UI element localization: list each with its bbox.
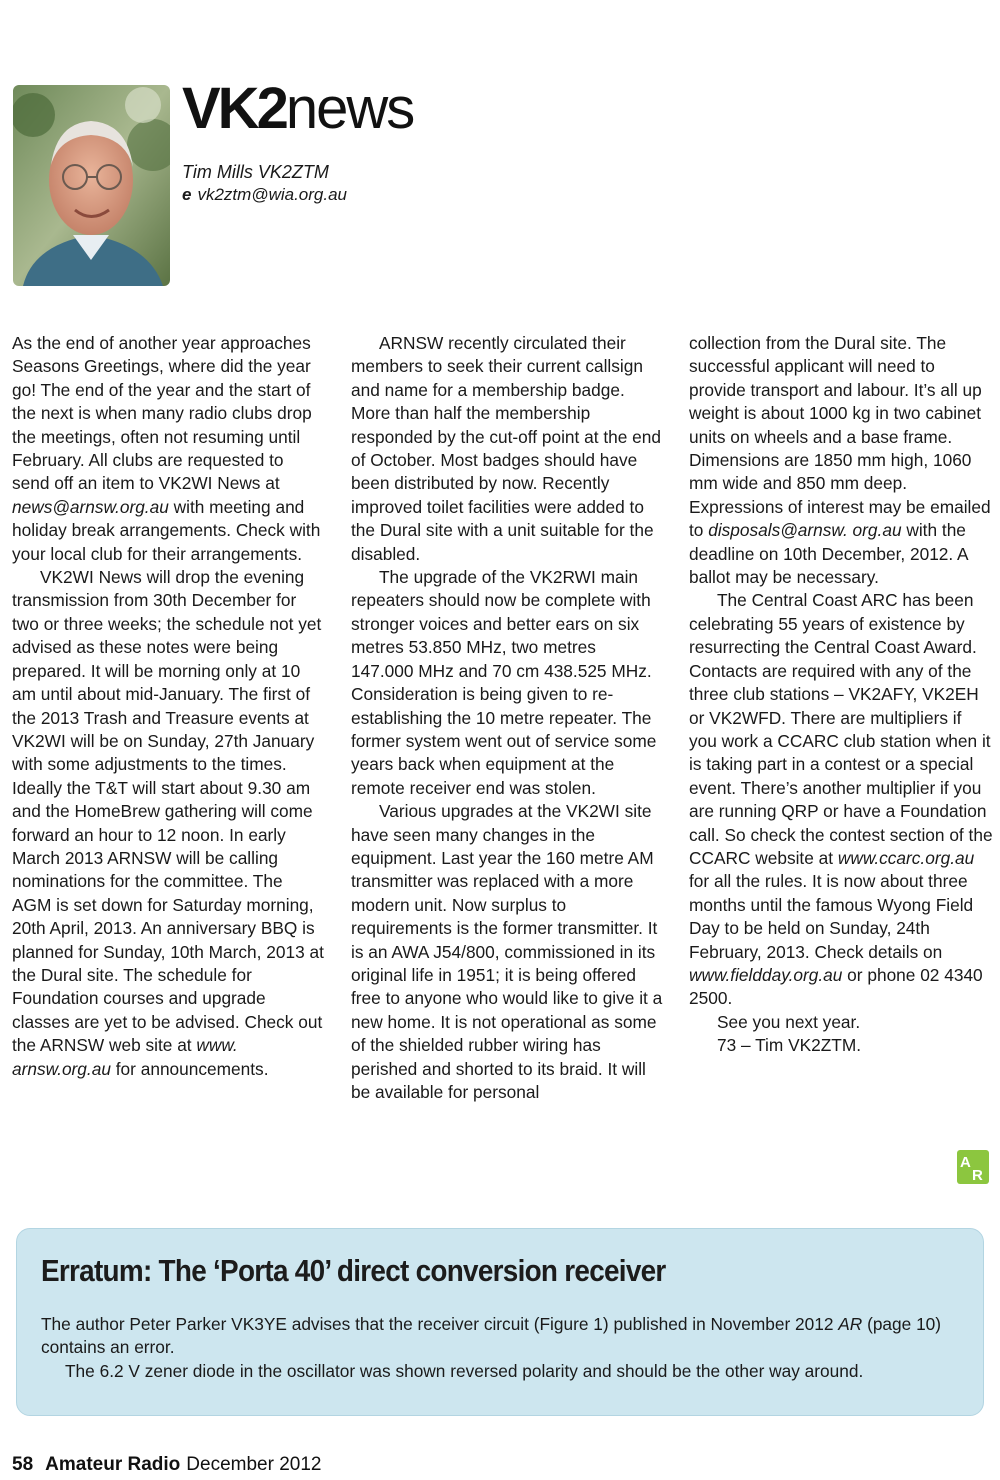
title-light: news bbox=[285, 76, 414, 141]
col3-p2-text-a: The Central Coast ARC has been celebrating 55 years of existence by resurrecting the Central Coast Award. Contacts are required with any of the three club stations – VK2AFY, VK2EH or VK2WFD. There are multipliers if you work a CCARC club station when it is taking part in a contest or a special event. There’s another multiplier if you are running QRP or have a Foundation call. So check the contest section of the CCARC website at bbox=[689, 590, 993, 868]
arnsw-web-link[interactable]: www. arnsw.org.au bbox=[12, 1035, 238, 1079]
svg-text:R: R bbox=[972, 1167, 983, 1184]
col2-paragraph-2: The upgrade of the VK2RWI main repeaters should now be complete with stronger voices and better ears on six metres 53.850 MHz, two metres 147.000 MHz and 70 cm 438.525 MHz. Consideration is being given to re-establishing the 10 metre repeater. The former system went out of service some years back when equipment at the remote receiver end was stolen. bbox=[351, 567, 657, 798]
erratum-p1-text-a: The author Peter Parker VK3YE advises that the receiver circuit (Figure 1) published in November 2012 bbox=[41, 1314, 839, 1334]
column-1 bbox=[12, 332, 324, 1081]
page-number: 58 bbox=[12, 1454, 34, 1475]
col1-paragraph-2 bbox=[12, 566, 324, 1081]
col1-p1-text-a: As the end of another year approaches Seasons Greetings, where did the year go! The end of the year and the start of the next is when many radio clubs drop the meetings, often not resuming until February. All clubs are requested to send off an item to VK2WI News at bbox=[12, 333, 312, 494]
erratum-p1-text-b: (page 10) contains an error. bbox=[41, 1314, 942, 1358]
erratum-paragraph-1 bbox=[41, 1313, 956, 1360]
author-photo bbox=[13, 85, 170, 286]
magazine-name: Amateur Radio bbox=[45, 1454, 181, 1475]
col2-paragraph-3: Various upgrades at the VK2WI site have seen many changes in the equipment. Last year the 160 metre AM transmitter was replaced with a more modern unit. Now surplus to requirements is the former transmitter. It is an AWA J54/800, commissioned in its original life in 1951; it is being offered free to anyone who would like to give it a new home. It is not operational as some of the shielded rubber wiring has perished and shorted to its braid. It will be available for personal bbox=[351, 801, 663, 1102]
column-2 bbox=[351, 332, 663, 1104]
issue-date: December 2012 bbox=[186, 1454, 322, 1475]
author-name: Tim Mills VK2ZTM bbox=[182, 162, 329, 182]
col3-paragraph-3: See you next year. bbox=[717, 1011, 861, 1032]
fieldday-web-link[interactable]: www.fieldday.org.au bbox=[689, 964, 843, 985]
col3-paragraph-2 bbox=[689, 589, 994, 1010]
col1-p2-text-b: for announcements. bbox=[110, 1058, 269, 1079]
erratum-ar-ref: AR bbox=[838, 1314, 863, 1334]
erratum-title: Erratum: The ‘Porta 40’ direct conversion receiver bbox=[41, 1253, 666, 1288]
author-email-line bbox=[182, 185, 347, 205]
col3-p2-text-c: or phone 02 4340 2500. bbox=[689, 964, 983, 1009]
author-email[interactable]: vk2ztm@wia.org.au bbox=[197, 185, 347, 204]
col3-p2-text-b: for all the rules. It is now about three months until the famous Wyong Field Day to be held on Sunday, 24th February, 2013. Check details on bbox=[689, 871, 974, 962]
ccarc-web-link[interactable]: www.ccarc.org.au bbox=[837, 847, 975, 868]
erratum-body bbox=[41, 1313, 956, 1383]
col2-paragraph-1: ARNSW recently circulated their members to seek their current callsign and name for a membership badge. More than half the membership responded by the cut-off point at the end of October. Most badges should have been distributed by now. Recently improved toilet facilities were added to the Dural site with a unit suitable for the disabled. bbox=[351, 333, 662, 564]
page-footer bbox=[12, 1454, 321, 1476]
col1-p1-text-b: with meeting and holiday break arrangements. Check with your local club for their arrangements. bbox=[12, 496, 321, 564]
column-3 bbox=[689, 332, 994, 1058]
page-title bbox=[182, 76, 414, 141]
col3-sign-off: 73 – Tim VK2ZTM. bbox=[717, 1035, 862, 1056]
erratum-paragraph-2: The 6.2 V zener diode in the oscillator was shown reversed polarity and should be the other way around. bbox=[65, 1360, 864, 1381]
disposals-email-link[interactable]: disposals@arnsw. org.au bbox=[708, 520, 902, 541]
news-email-link[interactable]: news@arnsw.org.au bbox=[12, 496, 169, 517]
email-label: e bbox=[182, 185, 192, 204]
col3-paragraph-1 bbox=[689, 332, 994, 589]
svg-text:A: A bbox=[960, 1154, 971, 1171]
ar-logo-icon bbox=[957, 1150, 989, 1184]
title-bold: VK2 bbox=[182, 76, 286, 141]
col3-p1-text-b: with the deadline on 10th December, 2012. A ballot may be necessary. bbox=[689, 520, 968, 588]
col1-p2-text-a: VK2WI News will drop the evening transmission from 30th December for two or three weeks; the schedule not yet advised as these notes were being prepared. It will be morning only at 10 am until about mid-January. The first of the 2013 Trash and Treasure events at VK2WI will be on Sunday, 27th January with some adjustments to the times. Ideally the T&T will start about 9.30 am and the HomeBrew gathering will come forward an hour to 12 noon. In early March 2013 ARNSW will be calling nominations for the committee. The AGM is set down for Saturday morning, 20th April, 2013. An anniversary BBQ is planned for Sunday, 10th March, 2013 at the Dural site. The schedule for Foundation courses and upgrade classes are yet to be advised. Check out the ARNSW web site at bbox=[12, 567, 324, 1056]
col1-paragraph-1 bbox=[12, 332, 324, 566]
col3-p1-text-a: collection from the Dural site. The successful applicant will need to provide transport and labour. It’s all up weight is about 1000 kg in two cabinet units on wheels and a base frame. Dimensions are 1850 mm high, 1060 mm wide and 850 mm deep. Expressions of interest may be emailed to bbox=[689, 333, 991, 541]
erratum-box bbox=[16, 1228, 984, 1416]
